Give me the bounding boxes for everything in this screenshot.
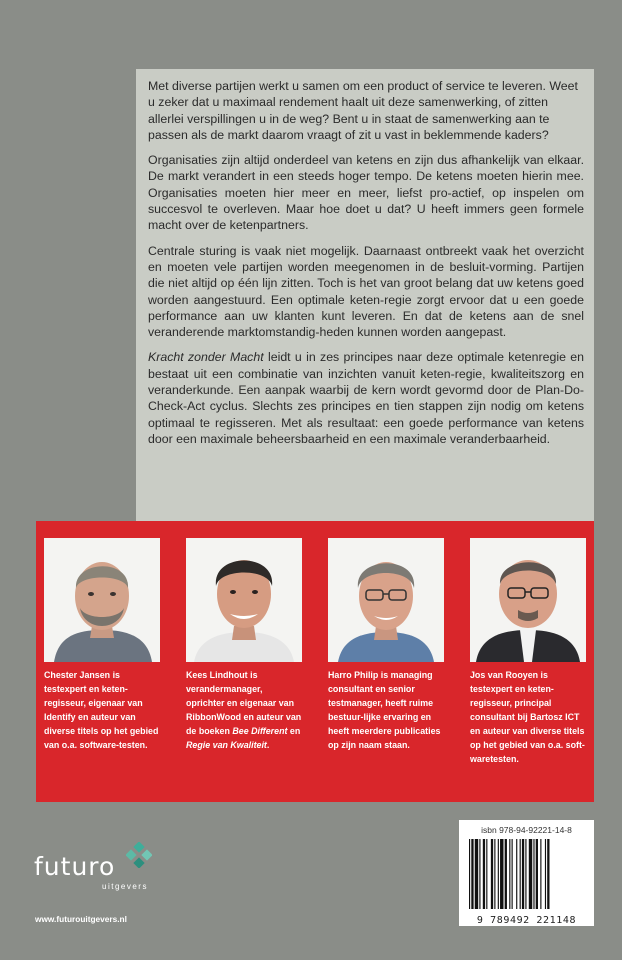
publisher-url: www.futurouitgevers.nl: [35, 914, 127, 924]
author-card: [44, 538, 160, 752]
period: .: [266, 740, 270, 750]
author-bio: [328, 668, 444, 752]
book-title: Kracht zonder Macht: [148, 350, 264, 365]
author-bio: [470, 668, 586, 766]
author-photo: [470, 538, 586, 662]
author-description: is managing consultant en senior testmanager, heeft ruime bestuur-lijke ervaring en heeft meerdere publicaties op zijn naam staan.: [328, 670, 441, 750]
book-title: Regie van Kwaliteit: [186, 740, 267, 750]
author-card: [470, 538, 586, 766]
paragraph-3: Centrale sturing is vaak niet mogelijk. Daarnaast ontbreekt vaak het overzicht en moeten vele partijen worden meegenomen in de besluit-vorming. Partijen die niet altijd op één lijn zitten. Toch is het van groot belang dat uw ketens goed worden aangestuurd. Een optimale keten-regie zorgt ervoor dat u een goede performance aan uw klanten kunt leveren. En dat de ketens aan de snel veranderende marktomstandig-heden kunnen worden aangepast.: [148, 243, 584, 340]
author-photo: [328, 538, 444, 662]
author-name: Chester Jansen: [44, 670, 111, 680]
author-name: Jos van Rooyen: [470, 670, 539, 680]
book-title: Bee Different: [232, 726, 288, 736]
author-description: is verandermanager, oprichter en eigenaar van RibbonWood en auteur van de boeken: [186, 670, 302, 736]
barcode-icon: [465, 839, 588, 909]
author-photo: [44, 538, 160, 662]
description-text-block: [136, 69, 594, 521]
flower-icon: [126, 842, 152, 868]
publisher-logo: [34, 852, 148, 891]
paragraph-1: Met diverse partijen werkt u samen om een product of service te leveren. Weet u zeker dat u maximaal rendement haalt uit deze samenwerking, of zitten allerlei verspillingen u in de weg? Bent u in staat de samenwerking aan te passen als de markt daarom vraagt of zit u vast in beklemmende kaders?: [148, 79, 578, 142]
isbn-text: isbn 978-94-92221-14-8: [481, 825, 572, 835]
author-description: is testexpert en keten-regisseur, principal consultant bij Bartosz ICT en auteur van diverse titels op het gebied van o.a. soft-waretesten.: [470, 670, 585, 764]
barcode-box: [459, 820, 594, 926]
author-photo: [186, 538, 302, 662]
paragraph-2: Organisaties zijn altijd onderdeel van ketens en zijn dus afhankelijk van elkaar. De markt verandert in een steeds hoger tempo. De ketens moeten hierin mee. Organisaties moeten hier meer en meer, liefst pro-actief, op inspelen om succesvol te overleven. Maar hoe doet u dat? U heeft immers geen formele macht over de ketenpartners.: [148, 153, 584, 233]
paragraph-4: [148, 349, 584, 447]
author-bio: [186, 668, 302, 752]
author-name: Harro Philip: [328, 670, 379, 680]
author-name: Kees Lindhout: [186, 670, 248, 680]
publisher-sub: uitgevers: [102, 882, 148, 891]
conjunction: en: [287, 726, 301, 736]
author-card: [186, 538, 302, 752]
author-description: is testexpert en keten-regisseur, eigenaar van Identify en auteur van diverse titels op het gebied van o.a. software-testen.: [44, 670, 159, 750]
author-card: [328, 538, 444, 752]
publisher-name: futuro: [34, 852, 116, 881]
barcode-number: 9 789492 221148: [476, 915, 577, 926]
authors-band: [36, 521, 594, 802]
paragraph-4-text: leidt u in zes principes naar deze optimale ketenregie en bestaat uit een combinatie van inzichten vanuit keten-regie, kwaliteitszorg en veranderkunde. Een aanpak waarbij de kern wordt gevormd door de Plan-Do-Check-Act cyclus. Slechts zes principes en tien stappen zijn nodig om ketens optimaal te regisseren. Met als resultaat: een goede performance van ketens door een maximale beheersbaarheid en een maximale veranderbaarheid.: [148, 350, 584, 446]
author-bio: [44, 668, 160, 752]
